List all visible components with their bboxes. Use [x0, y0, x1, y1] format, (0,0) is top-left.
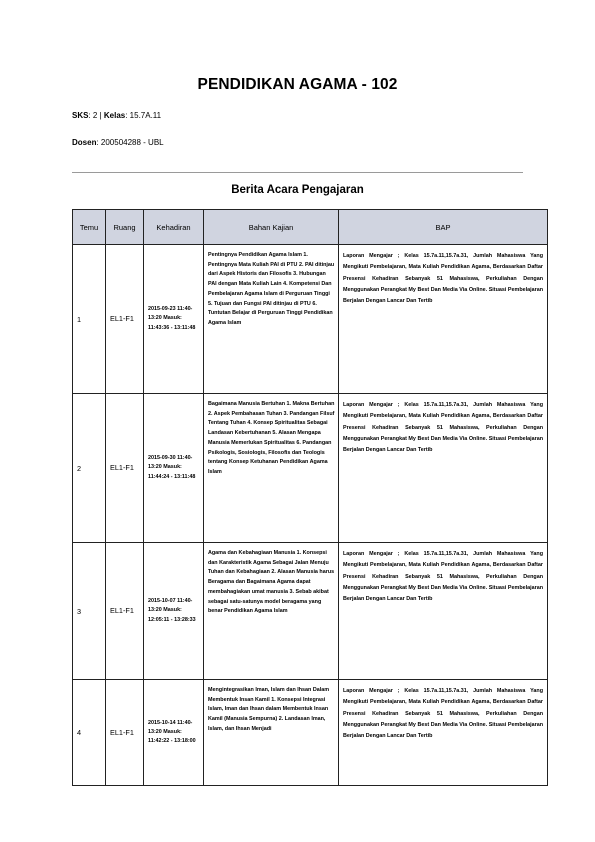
kelas-label: Kelas [103, 111, 126, 120]
cell-bap: Laporan Mengajar ; Kelas 15.7a.11,15.7a.31, Jumlah Mahasiswa Yang Mengikuti Pembelajaran, Mata Kuliah Pendidikan Agama, Berdasarkan Daftar Presensi Kehadiran Sebanyak 51 Mahasiswa, Perkuliahan Dengan Menggunakan Perangkat My Best Dan Media Via Online. Situasi Pembelajaran Berjalan Dengan Lancar Dan Tertib [339, 245, 548, 394]
lecturer-meta-line [72, 138, 164, 147]
cell-temu: 4 [73, 680, 106, 786]
dosen-value: : 200504288 - UBL [96, 138, 164, 147]
cell-temu: 3 [73, 543, 106, 680]
cell-bap: Laporan Mengajar ; Kelas 15.7a.11,15.7a.31, Jumlah Mahasiswa Yang Mengikuti Pembelajaran, Mata Kuliah Pendidikan Agama, Berdasarkan Daftar Presensi Kehadiran Sebanyak 51 Mahasiswa, Perkuliahan Dengan Menggunakan Perangkat My Best Dan Media Via Online. Situasi Pembelajaran Berjalan Dengan Lancar Dan Tertib [339, 680, 548, 786]
cell-kehadiran: 2015-09-30 11:40-13:20 Masuk: 11:44:24 - 13:11:48 [144, 394, 204, 543]
cell-bap: Laporan Mengajar ; Kelas 15.7a.11,15.7a.31, Jumlah Mahasiswa Yang Mengikuti Pembelajaran, Mata Kuliah Pendidikan Agama, Berdasarkan Daftar Presensi Kehadiran Sebanyak 51 Mahasiswa, Perkuliahan Dengan Menggunakan Perangkat My Best Dan Media Via Online. Situasi Pembelajaran Berjalan Dengan Lancar Dan Tertib [339, 394, 548, 543]
cell-kehadiran: 2015-10-07 11:40-13:20 Masuk: 12:05:11 - 13:28:33 [144, 543, 204, 680]
sks-value: : 2 | [88, 111, 104, 120]
cell-bahan-kajian: Mengintegrasikan Iman, Islam dan Ihsan Dalam Membentuk Insan Kamil 1. Konsepsi Integrasi Islam, Iman dan Ihsan dalam Membentuk Insan Kamil (Manusia Sempurna) 2. Landasan Iman, Islam, dan Ihsan Menjadi [204, 680, 339, 786]
cell-ruang: EL1-F1 [106, 245, 144, 394]
dosen-label: Dosen [72, 138, 97, 147]
course-meta-line [72, 111, 161, 120]
cell-bap: Laporan Mengajar ; Kelas 15.7a.11,15.7a.31, Jumlah Mahasiswa Yang Mengikuti Pembelajaran, Mata Kuliah Pendidikan Agama, Berdasarkan Daftar Presensi Kehadiran Sebanyak 51 Mahasiswa, Perkuliahan Dengan Menggunakan Perangkat My Best Dan Media Via Online. Situasi Pembelajaran Berjalan Dengan Lancar Dan Tertib [339, 543, 548, 680]
column-header-ruang: Ruang [106, 210, 144, 245]
table-header-row [73, 210, 548, 245]
teaching-record-table [72, 209, 548, 786]
page-title: PENDIDIKAN AGAMA - 102 [197, 76, 398, 93]
divider [72, 172, 523, 173]
cell-kehadiran: 2015-10-14 11:40-13:20 Masuk: 11:42:22 - 13:18:00 [144, 680, 204, 786]
cell-temu: 2 [73, 394, 106, 543]
table-row [73, 680, 548, 786]
cell-bahan-kajian: Bagaimana Manusia Bertuhan 1. Makna Bertuhan 2. Aspek Pembahasan Tuhan 3. Pandangan Filsuf Tentang Tuhan 4. Konsep Spiritualitas Sebagai Landasan Kebertuhanan 5. Alasan Mengapa Manusia Memerlukan Spiritualitas 6. Pandangan Psikologis, Sosiologis, Filosofis dan Teologis tentang Konsep Ketuhanan Pendidikan Agama Islam [204, 394, 339, 543]
sks-label: SKS [72, 111, 89, 120]
table-row [73, 394, 548, 543]
cell-ruang: EL1-F1 [106, 680, 144, 786]
kelas-value: : 15.7A.11 [125, 111, 162, 120]
cell-temu: 1 [73, 245, 106, 394]
section-title: Berita Acara Pengajaran [231, 184, 364, 196]
column-header-kehadiran: Kehadiran [144, 210, 204, 245]
cell-bahan-kajian: Agama dan Kebahagiaan Manusia 1. Konsepsi dan Karakteristik Agama Sebagai Jalan Menuju Tuhan dan Kebahagiaan 2. Alasan Manusia harus Beragama dan Bagaimana Agama dapat membahagiakan umat manusia 3. Sebab akibat sebagai satu-satunya model beragama yang benar Pendidikan Agama Islam [204, 543, 339, 680]
cell-ruang: EL1-F1 [106, 543, 144, 680]
column-header-bap: BAP [339, 210, 548, 245]
cell-ruang: EL1-F1 [106, 394, 144, 543]
cell-kehadiran: 2015-09-23 11:40-13:20 Masuk: 11:43:36 - 13:11:48 [144, 245, 204, 394]
cell-bahan-kajian: Pentingnya Pendidikan Agama Islam 1. Pentingnya Mata Kuliah PAI di PTU 2. PAI ditinjau dari Aspek Historis dan Filosofis 3. Hubungan PAI dengan Mata Kuliah Lain 4. Kompetensi Dan Pembelajaran Agama Islam di Perguruan Tinggi 5. Tujuan dan Fungsi PAI ditinjau di PTU 6. Tuntutan Belajar di Perguruan Tinggi Pendidikan Agama Islam [204, 245, 339, 394]
table-row [73, 543, 548, 680]
table-row [73, 245, 548, 394]
column-header-bahan-kajian: Bahan Kajian [204, 210, 339, 245]
column-header-temu: Temu [73, 210, 106, 245]
